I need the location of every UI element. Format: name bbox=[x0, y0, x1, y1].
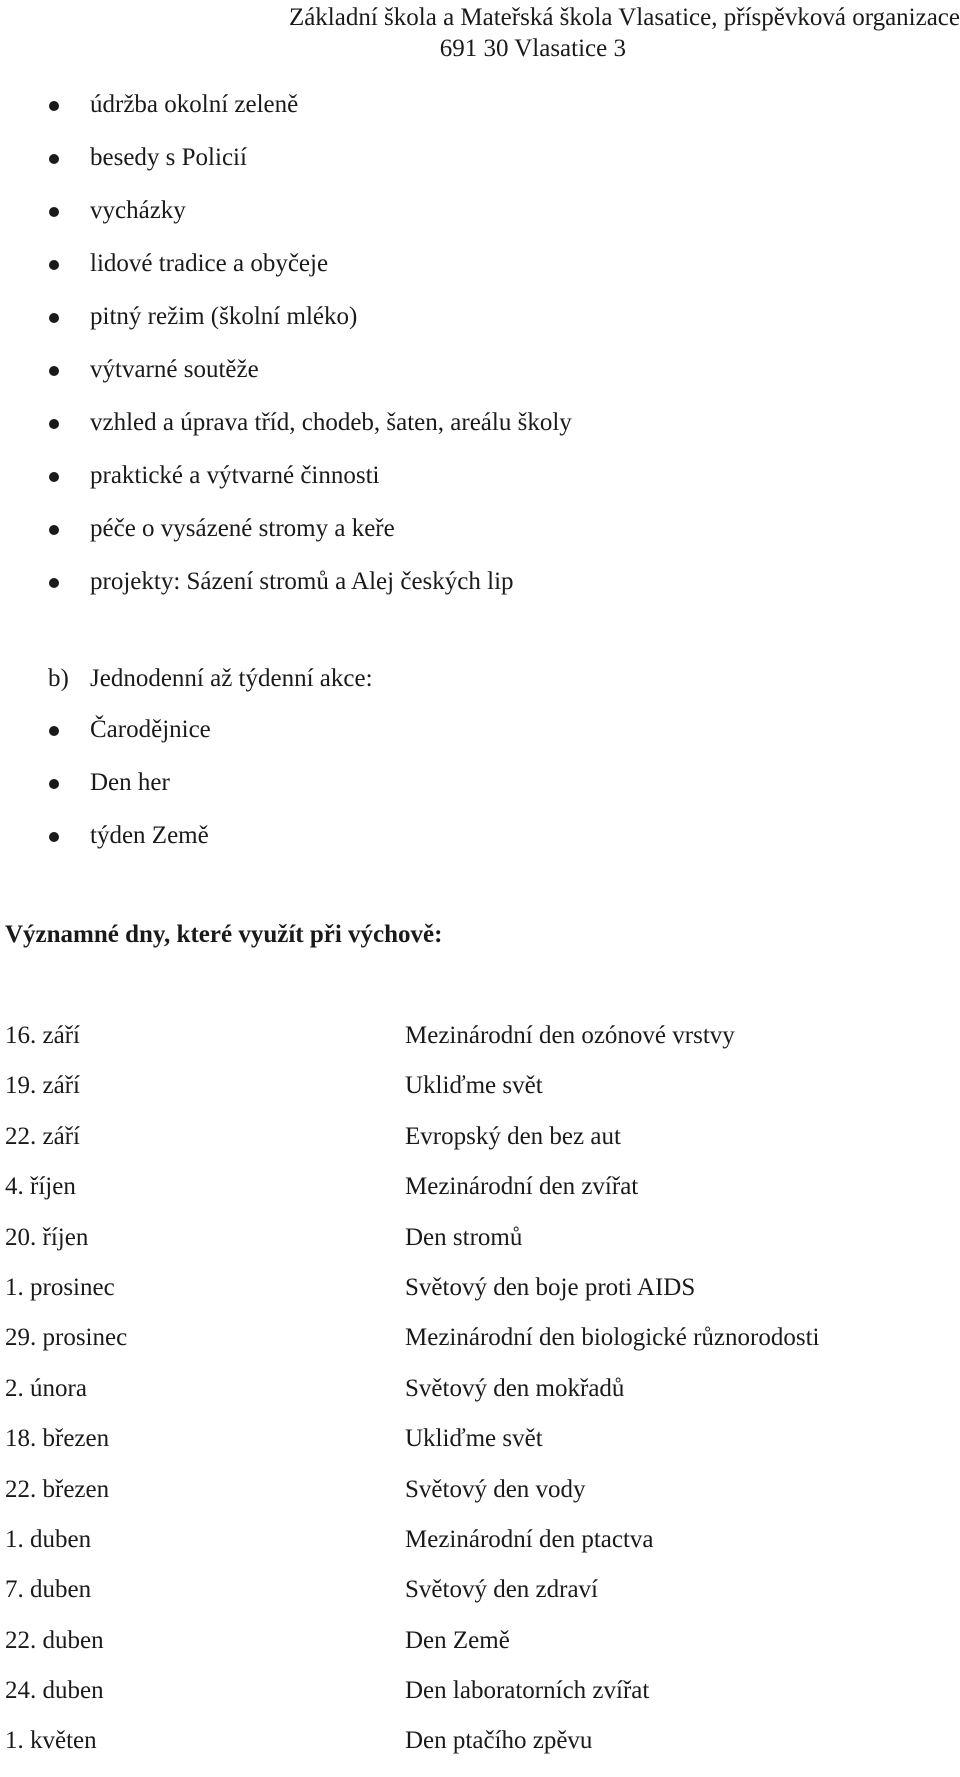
day-date: 20. říjen bbox=[5, 1223, 89, 1251]
bullet-icon bbox=[49, 779, 59, 789]
list-item-text: projekty: Sázení stromů a Alej českých lip bbox=[90, 568, 514, 595]
day-date: 29. prosinec bbox=[5, 1324, 128, 1352]
day-row bbox=[0, 1676, 960, 1726]
event-item bbox=[0, 821, 211, 874]
activity-item bbox=[0, 355, 572, 408]
day-row bbox=[0, 1475, 960, 1525]
day-event: Mezinárodní den ozónové vrstvy bbox=[405, 1022, 735, 1049]
event-item bbox=[0, 768, 211, 821]
activity-item bbox=[0, 567, 572, 620]
day-row bbox=[0, 1525, 960, 1575]
day-event: Ukliďme svět bbox=[405, 1425, 543, 1453]
day-date: 1. duben bbox=[5, 1525, 92, 1553]
day-event: Mezinárodní den biologické různorodosti bbox=[405, 1324, 820, 1352]
day-row bbox=[0, 1223, 960, 1273]
day-row bbox=[0, 1021, 960, 1071]
activity-item bbox=[0, 461, 572, 514]
day-event: Den Země bbox=[405, 1626, 510, 1654]
bullet-icon bbox=[49, 726, 59, 736]
important-days-table bbox=[0, 1021, 960, 1777]
activity-item bbox=[0, 408, 572, 461]
header-school-name: Základní škola a Mateřská škola Vlasatice, příspěvková organizace bbox=[288, 4, 960, 31]
bullet-icon bbox=[49, 154, 59, 164]
day-event: Světový den zdraví bbox=[405, 1576, 599, 1604]
activity-item bbox=[0, 196, 572, 249]
day-event: Světový den boje proti AIDS bbox=[405, 1273, 696, 1301]
day-date: 1. květen bbox=[5, 1727, 97, 1755]
activities-list bbox=[0, 90, 572, 620]
bullet-icon bbox=[49, 578, 59, 588]
list-item-text: praktické a výtvarné činnosti bbox=[90, 462, 380, 489]
section-b-marker: b) bbox=[48, 665, 69, 692]
day-event: Den ptačího zpěvu bbox=[405, 1727, 593, 1755]
day-event: Mezinárodní den ptactva bbox=[405, 1525, 654, 1553]
page-header bbox=[0, 2, 960, 64]
list-item-text: besedy s Policií bbox=[90, 144, 247, 171]
day-event: Světový den mokřadů bbox=[405, 1374, 625, 1402]
day-row bbox=[0, 1122, 960, 1172]
list-item-text: péče o vysázené stromy a keře bbox=[90, 515, 395, 542]
day-event: Mezinárodní den zvířat bbox=[405, 1173, 639, 1201]
event-item bbox=[0, 715, 211, 768]
bullet-icon bbox=[49, 313, 59, 323]
day-row bbox=[0, 1172, 960, 1222]
day-date: 22. duben bbox=[5, 1626, 104, 1654]
list-item-text: pitný režim (školní mléko) bbox=[90, 303, 358, 330]
list-item-text: vzhled a úprava tříd, chodeb, šaten, areálu školy bbox=[90, 409, 572, 436]
day-date: 19. září bbox=[5, 1072, 80, 1100]
day-date: 7. duben bbox=[5, 1576, 92, 1604]
day-date: 22. březen bbox=[5, 1475, 110, 1503]
bullet-icon bbox=[49, 472, 59, 482]
day-row bbox=[0, 1323, 960, 1373]
section-b-heading bbox=[48, 664, 373, 694]
list-item-text: Čarodějnice bbox=[90, 716, 211, 743]
bullet-icon bbox=[49, 832, 59, 842]
bullet-icon bbox=[49, 260, 59, 270]
list-item-text: vycházky bbox=[90, 197, 186, 224]
header-address: 691 30 Vlasatice 3 bbox=[439, 35, 626, 62]
day-row bbox=[0, 1726, 960, 1776]
list-item-text: Den her bbox=[90, 769, 170, 796]
bullet-icon bbox=[49, 366, 59, 376]
day-row bbox=[0, 1575, 960, 1625]
list-item-text: lidové tradice a obyčeje bbox=[90, 250, 329, 277]
bullet-icon bbox=[49, 207, 59, 217]
day-row bbox=[0, 1626, 960, 1676]
activity-item bbox=[0, 249, 572, 302]
list-item-text: výtvarné soutěže bbox=[90, 356, 259, 383]
day-row bbox=[0, 1374, 960, 1424]
day-row bbox=[0, 1273, 960, 1323]
section-b-title: Jednodenní až týdenní akce: bbox=[90, 665, 373, 692]
day-event: Světový den vody bbox=[405, 1475, 586, 1503]
bullet-icon bbox=[49, 525, 59, 535]
day-event: Ukliďme svět bbox=[405, 1072, 543, 1100]
day-date: 18. březen bbox=[5, 1425, 110, 1453]
day-event: Evropský den bez aut bbox=[405, 1122, 621, 1150]
activity-item bbox=[0, 143, 572, 196]
day-date: 24. duben bbox=[5, 1677, 104, 1705]
list-item-text: údržba okolní zeleně bbox=[90, 91, 299, 118]
activity-item bbox=[0, 90, 572, 143]
important-days-title: Významné dny, které využít při výchově: bbox=[5, 921, 443, 948]
day-event: Den laboratorních zvířat bbox=[405, 1677, 650, 1705]
activity-item bbox=[0, 514, 572, 567]
bullet-icon bbox=[49, 419, 59, 429]
day-date: 22. září bbox=[5, 1122, 80, 1150]
day-row bbox=[0, 1071, 960, 1121]
day-row bbox=[0, 1424, 960, 1474]
activity-item bbox=[0, 302, 572, 355]
day-date: 1. prosinec bbox=[5, 1273, 115, 1301]
day-date: 2. února bbox=[5, 1374, 87, 1402]
day-date: 4. říjen bbox=[5, 1173, 76, 1201]
day-date: 16. září bbox=[5, 1022, 80, 1049]
bullet-icon bbox=[49, 101, 59, 111]
events-list bbox=[0, 715, 211, 874]
day-event: Den stromů bbox=[405, 1223, 523, 1251]
list-item-text: týden Země bbox=[90, 822, 209, 849]
